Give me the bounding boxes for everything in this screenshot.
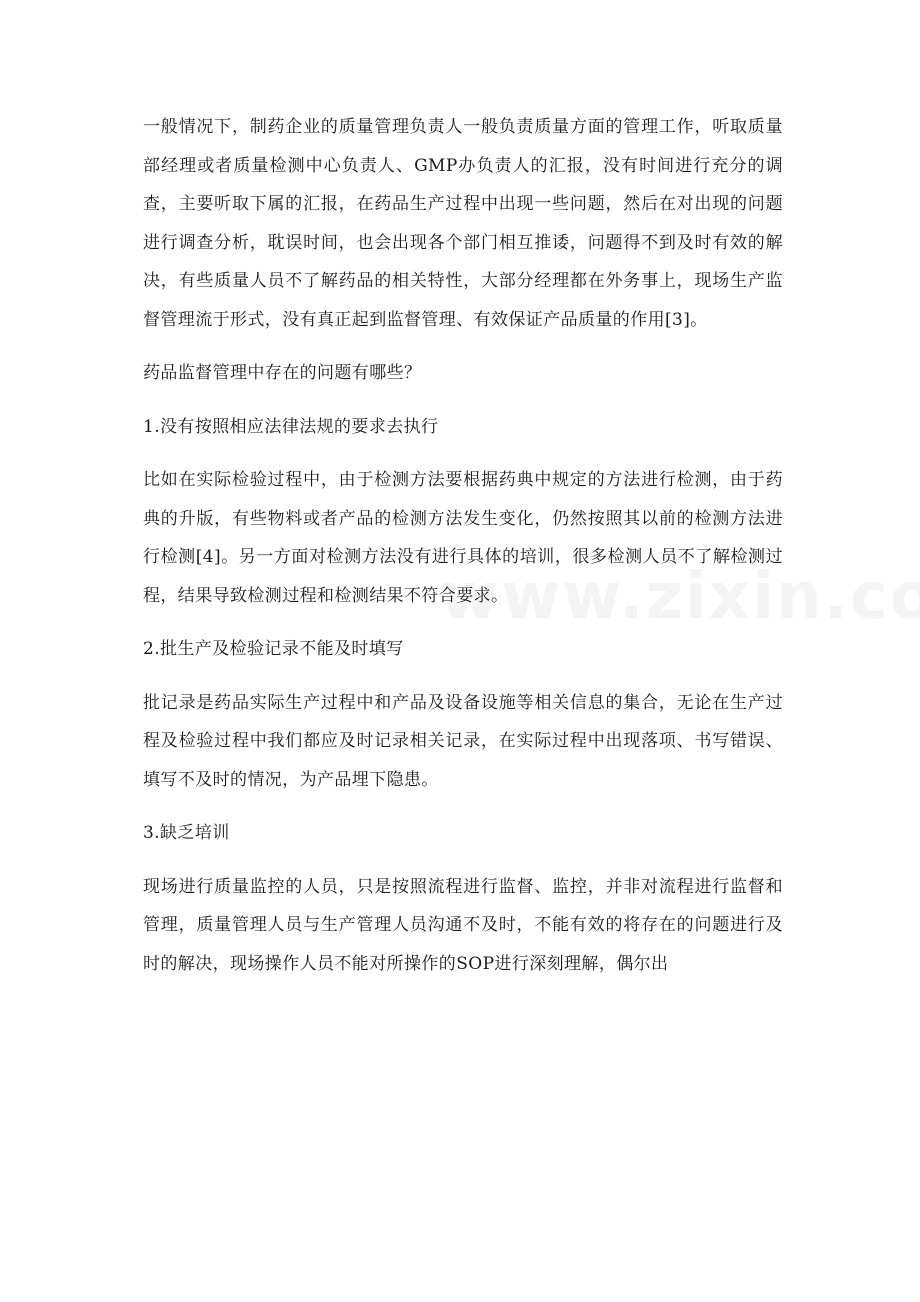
body-paragraph-1: 一般情况下，制药企业的质量管理负责人一般负责质量方面的管理工作，听取质量部经理或者质量检测中心负责人、GMP办负责人的汇报，没有时间进行充分的调查，主要听取下属的汇报，在药品生产过程中出现一些问题，然后在对出现的问题进行调查分析，耽误时间，也会出现各个部门相互推诿，问题得不到及时有效的解决，有些质量人员不了解药品的相关特性，大部分经理都在外务事上，现场生产监督管理流于形式，没有真正起到监督管理、有效保证产品质量的作用[3]。 [143, 117, 783, 330]
body-paragraph-4: 现场进行质量监控的人员，只是按照流程进行监督、监控，并非对流程进行监督和管理，质量管理人员与生产管理人员沟通不及时，不能有效的将存在的问题进行及时的解决，现场操作人员不能对所操作的SOP进行深刻理解，偶尔出 [143, 876, 783, 974]
section-heading-3: 3.缺乏培训 [143, 823, 230, 843]
question-heading: 药品监督管理中存在的问题有哪些？ [143, 363, 422, 383]
section-heading-2: 2.批生产及检验记录不能及时填写 [143, 639, 404, 659]
section-heading-1: 1.没有按照相应法律法规的要求去执行 [143, 416, 439, 437]
document-body [143, 108, 783, 983]
body-paragraph-2: 比如在实际检验过程中，由于检测方法要根据药典中规定的方法进行检测，由于药典的升版，有些物料或者产品的检测方法发生变化，仍然按照其以前的检测方法进行检测[4]。另一方面对检测方法没有进行具体的培训，很多检测人员不了解检测过程，结果导致检测过程和检测结果不符合要求。 [143, 470, 783, 606]
body-paragraph-3: 批记录是药品实际生产过程中和产品及设备设施等相关信息的集合，无论在生产过程及检验过程中我们都应及时记录相关记录，在实际过程中出现落项、书写错误、填写不及时的情况，为产品埋下隐患。 [143, 692, 783, 790]
